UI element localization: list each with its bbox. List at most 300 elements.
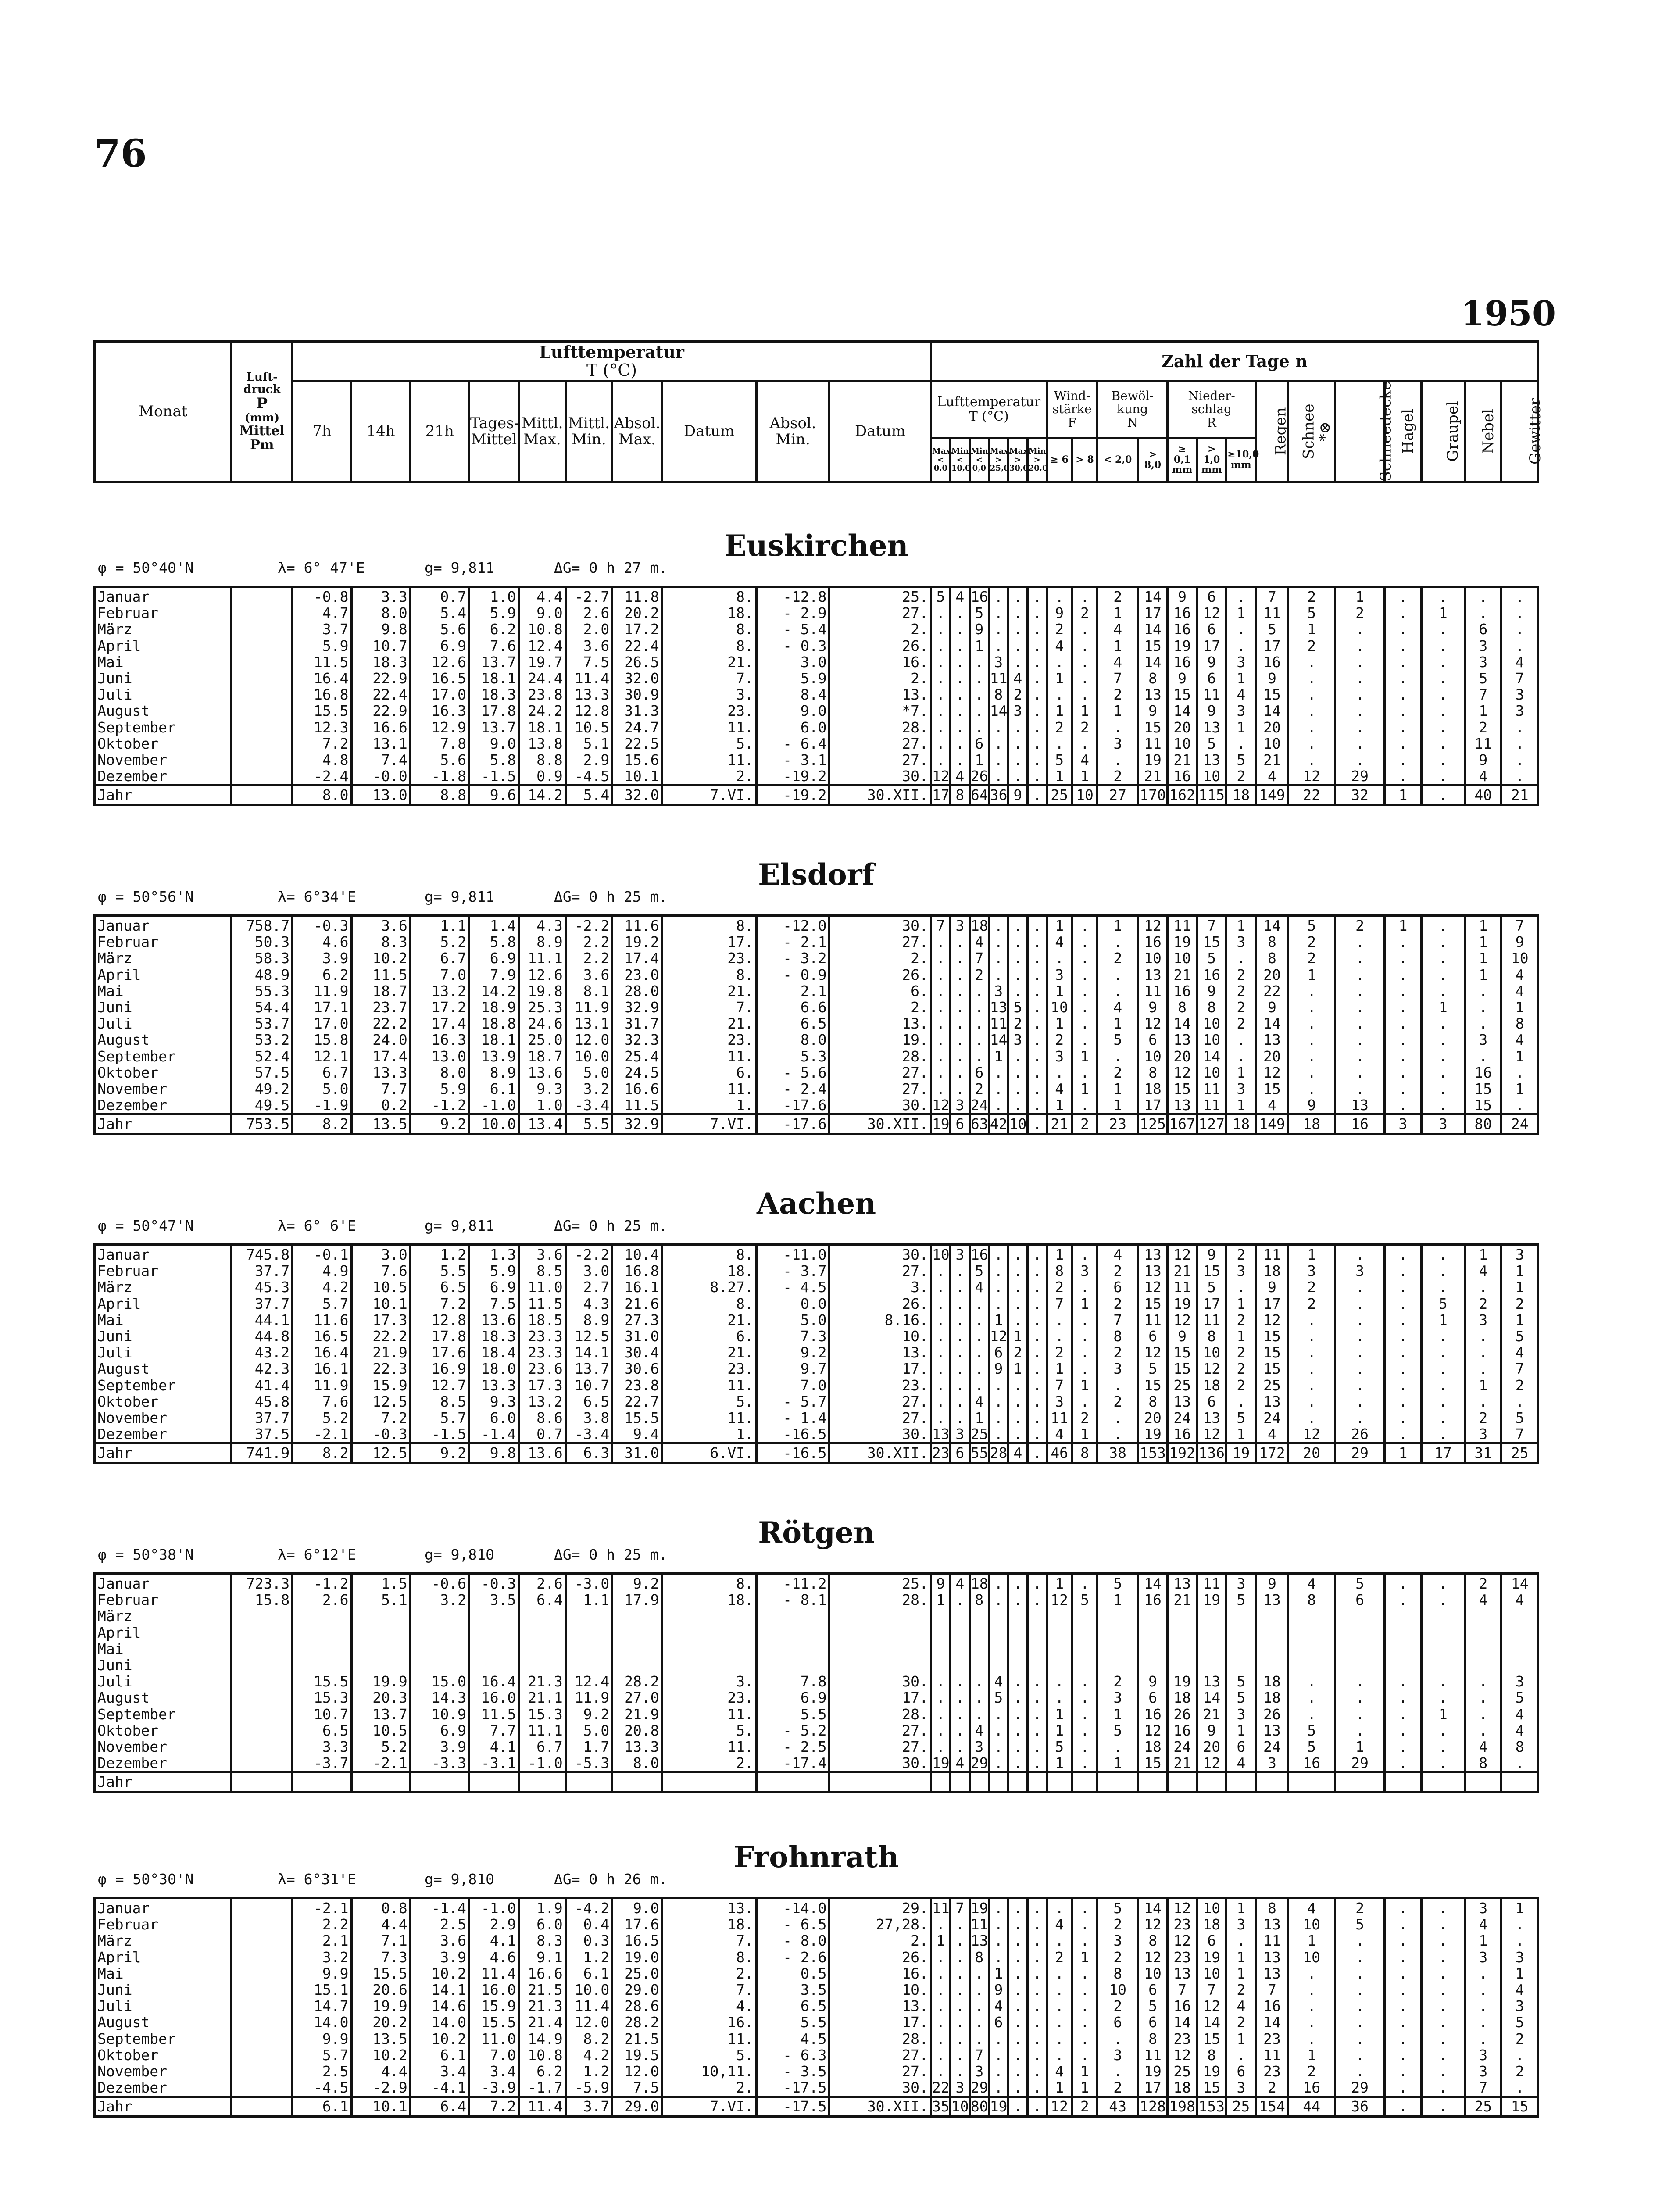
year-total-cell: 17: [931, 786, 950, 805]
data-column: 745.8 37.7 45.3 37.7 44.1 44.8 43.2 42.3 41.4 45.8 37.7 37.5: [232, 1245, 293, 1443]
data-column: 8 13 11 13 13 7 16 14 23 11 23 2: [1256, 1898, 1288, 2097]
header-lt-sub-1: Max. < 0,0: [931, 438, 950, 482]
year-total-cell: 10.0: [469, 1114, 518, 1134]
data-column: . . . . 3 11 8 14 . . . .: [989, 587, 1008, 786]
year-total-cell: [1421, 1772, 1465, 1792]
year-total-cell: 753.5: [232, 1114, 293, 1134]
year-total-cell: [756, 1772, 829, 1792]
data-column: 9 1 . . . . . 19: [931, 1574, 950, 1772]
header-mittl-max: Mittl. Max.: [519, 381, 565, 482]
year-total-cell: 30.XII.: [829, 2097, 931, 2117]
gravity: g= 9,810: [425, 1546, 494, 1563]
data-column: 4 8 . . . 5 5 16: [1288, 1574, 1335, 1772]
year-total-cell: 43: [1097, 2097, 1138, 2117]
table-row: [95, 587, 1538, 786]
year-total-cell: 172: [1256, 1443, 1288, 1463]
year-total-cell: [1226, 1772, 1256, 1792]
year-total-cell: 154: [1256, 2097, 1288, 2117]
time-difference: ΔG= 0 h 25 m.: [554, 1217, 668, 1234]
year-total-cell: 6.3: [565, 1443, 612, 1463]
year-total-cell: 55: [969, 1443, 989, 1463]
data-column: 14 12 8 12 10 6 5 6 8 11 19 17: [1138, 1898, 1167, 2097]
year-total-cell: 7.VI.: [662, 1114, 756, 1134]
header-gewitter: Gewitter: [1501, 381, 1538, 482]
year-total-cell: 40: [1465, 786, 1501, 805]
data-column: 3 . . . . . . . . . . 3: [950, 1245, 969, 1443]
data-column: . 1 . . . . . . . . . .: [1421, 587, 1465, 786]
year-total-cell: 23: [1097, 1114, 1138, 1134]
year-total-cell: 13.5: [351, 1114, 410, 1134]
year-total-cell: 128: [1138, 2097, 1167, 2117]
data-column: 2 4 . . . . 4 8: [1465, 1574, 1501, 1772]
header-datum-min: Datum: [829, 381, 931, 482]
year-total-cell: 170: [1138, 786, 1167, 805]
header-monat: Monat: [95, 342, 232, 482]
year-total-cell: [612, 1772, 662, 1792]
data-column: 2 5 1 2 . . . . . . . 12: [1288, 587, 1335, 786]
header-nied-sub-3: ≥10,0 mm: [1226, 438, 1256, 482]
year-total-cell: [293, 1772, 351, 1792]
data-column: -14.0 - 6.5 - 8.0 - 2.6 0.5 3.5 6.5 5.5 4.5 - 6.3 - 3.5 -17.5: [756, 1898, 829, 2097]
year-total-cell: 6.4: [410, 2097, 469, 2117]
year-total-cell: [1385, 1772, 1421, 1792]
data-column: 8. 18. 3. 23. 11. 5. 11. 2.: [662, 1574, 756, 1772]
data-column: -2.7 2.6 2.0 3.6 7.5 11.4 13.3 12.8 10.5 5.1 2.9 -4.5: [565, 587, 612, 786]
year-total-cell: 16: [1335, 1114, 1384, 1134]
year-total-cell: 136: [1197, 1443, 1226, 1463]
station-data-table: [93, 1243, 1539, 1464]
year-total-cell: [351, 1772, 410, 1792]
year-total-cell: 5.5: [565, 1114, 612, 1134]
year-total-row: [95, 786, 1538, 805]
data-column: 2 . . . . . . . . . . 13: [1335, 916, 1384, 1114]
year-total-cell: 8: [950, 786, 969, 805]
data-column: -0.3 3.5 16.4 16.0 11.5 7.7 4.1 -3.1: [469, 1574, 518, 1772]
year-total-cell: 8.0: [293, 786, 351, 805]
year-total-cell: 31.0: [612, 1443, 662, 1463]
data-column: 8. 18. 8.27. 8. 21. 6. 21. 23. 11. 5. 11. 1.: [662, 1245, 756, 1443]
year-total-cell: 8.8: [410, 786, 469, 805]
data-column: 5 1 2 3 1 5 . 1: [1097, 1574, 1138, 1772]
data-column: -4.2 0.4 0.3 1.2 6.1 10.0 11.4 12.0 8.2 4.2 1.2 -5.9: [565, 1898, 612, 2097]
data-column: 3.6 8.5 11.0 11.5 18.5 23.3 23.3 23.6 17.3 13.2 8.6 0.7: [519, 1245, 565, 1443]
year-total-cell: Jahr: [95, 1443, 232, 1463]
year-total-cell: 12.5: [351, 1443, 410, 1463]
header-schnee: Schnee *⊗: [1288, 381, 1335, 482]
data-column: 14 17 14 15 14 8 13 9 15 11 19 21: [1138, 587, 1167, 786]
data-column: -0.3 4.6 3.9 6.2 11.9 17.1 17.0 15.8 12.1 6.7 5.0 -1.9: [293, 916, 351, 1114]
year-total-cell: [1465, 1772, 1501, 1792]
header-wind-sub-1: ≥ 6: [1047, 438, 1072, 482]
data-column: 7 15 5 16 9 8 10 10 14 10 11 11: [1197, 916, 1226, 1114]
header-zahl-der-tage: Zahl der Tage n: [931, 342, 1538, 381]
year-total-cell: 127: [1197, 1114, 1226, 1134]
data-column: 5 2 3 2 8 10 2 6 . 3 . 2: [1097, 1898, 1138, 2097]
year-total-row: [95, 2097, 1538, 2117]
station-name: Euskirchen: [724, 529, 908, 563]
year-total-cell: 17: [1421, 1443, 1465, 1463]
data-column: [232, 587, 293, 786]
data-column: 25. 28. 30. 17. 28. 27. 27. 30.: [829, 1574, 931, 1772]
data-column: 11 19 10 21 16 8 14 13 20 12 15 13: [1168, 916, 1197, 1114]
data-column: 4.3 8.9 11.1 12.6 19.8 25.3 24.6 25.0 18.7 13.6 9.3 1.0: [519, 916, 565, 1114]
year-total-cell: .: [1385, 2097, 1421, 2117]
data-column: 11.8 20.2 17.2 22.4 26.5 32.0 30.9 31.3 24.7 22.5 15.6 10.1: [612, 587, 662, 786]
data-column: 9.0 17.6 16.5 19.0 25.0 29.0 28.6 28.2 21.5 19.5 12.0 7.5: [612, 1898, 662, 2097]
year-total-cell: 7.2: [469, 2097, 518, 2117]
year-total-cell: 30.XII.: [829, 786, 931, 805]
data-column: . 9 2 4 . 1 . 1 2 . 5 1: [1047, 587, 1072, 786]
header-nied-sub-1: ≥ 0,1 mm: [1168, 438, 1197, 482]
year-total-cell: 11.4: [519, 2097, 565, 2117]
station-coordinates: [93, 1217, 1539, 1239]
year-total-row: [95, 1443, 1538, 1463]
header-bew-sub-1: < 2,0: [1097, 438, 1138, 482]
year-total-cell: 80: [1465, 1114, 1501, 1134]
year-total-cell: 13.4: [519, 1114, 565, 1134]
year-total-cell: 21: [1501, 786, 1538, 805]
year-total-cell: -16.5: [756, 1443, 829, 1463]
year-total-cell: 10.1: [351, 2097, 410, 2117]
station-data-table: [93, 914, 1539, 1135]
data-column: -1.4 2.5 3.6 3.9 10.2 14.1 14.6 14.0 10.2 6.1 3.4 -4.1: [410, 1898, 469, 2097]
time-difference: ΔG= 0 h 25 m.: [554, 1546, 668, 1563]
year-total-cell: .: [1027, 1114, 1047, 1134]
data-column: 13 21 19 18 26 16 24 21: [1168, 1574, 1197, 1772]
latitude: φ = 50°47'N: [98, 1217, 194, 1234]
gravity: g= 9,810: [425, 1871, 494, 1888]
year-total-cell: 125: [1138, 1114, 1167, 1134]
year-total-cell: [1288, 1772, 1335, 1792]
data-column: . 3 . 1 . . . . 1 . 2 1: [1072, 1245, 1097, 1443]
header-schneedecke: Schneedecke: [1335, 381, 1384, 482]
year-total-cell: [565, 1772, 612, 1792]
year-total-cell: 6.1: [293, 2097, 351, 2117]
station-coordinates: [93, 559, 1539, 581]
year-total-cell: 741.9: [232, 1443, 293, 1463]
data-column: . . 4 5 . . . .: [989, 1574, 1008, 1772]
year-total-cell: 167: [1168, 1114, 1197, 1134]
year-total-cell: 8: [1072, 1443, 1097, 1463]
year-total-cell: 10: [1072, 786, 1097, 805]
year-total-cell: 9.2: [410, 1114, 469, 1134]
year-total-cell: 9.8: [469, 1443, 518, 1463]
gravity: g= 9,811: [425, 888, 494, 905]
latitude: φ = 50°40'N: [98, 559, 194, 576]
data-column: 2 5 . . . . . . . . . 29: [1335, 1898, 1384, 2097]
header-wind-sub-2: > 8: [1072, 438, 1097, 482]
data-column: 7 11 5 17 16 9 15 14 20 10 21 4: [1256, 587, 1288, 786]
data-column: 1 4 . 2 3 . . . 1 . 2 3: [1465, 1245, 1501, 1443]
data-column: . 4 . 2 . . . . . . 4 1: [1047, 1898, 1072, 2097]
table-row: [95, 916, 1538, 1114]
header-lt-sub-4: Max. > 25,0: [989, 438, 1008, 482]
year-total-row: [95, 1114, 1538, 1134]
year-total-cell: 25: [1226, 2097, 1256, 2117]
year-total-cell: [232, 786, 293, 805]
header-absol-max: Absol. Max.: [612, 381, 662, 482]
data-column: . . . . . . . . . . . .: [1027, 1898, 1047, 2097]
data-column: . . . . . . . . . . . .: [1027, 1245, 1047, 1443]
year-total-cell: 44: [1288, 2097, 1335, 2117]
data-column: 4 . . . . . . . . . . 4: [950, 587, 969, 786]
data-column: . . . . . . . . . . . .: [1385, 587, 1421, 786]
year-total-cell: .: [1027, 786, 1047, 805]
data-column: -0.8 4.7 3.7 5.9 11.5 16.4 16.8 15.5 12.3 7.2 4.8 -2.4: [293, 587, 351, 786]
gravity: g= 9,811: [425, 559, 494, 576]
year-total-cell: 32: [1335, 786, 1384, 805]
year-total-cell: 32.9: [612, 1114, 662, 1134]
data-column: . . . . . 4 2 3 . . . .: [1008, 587, 1027, 786]
latitude: φ = 50°38'N: [98, 1546, 194, 1563]
data-column: . . . . 4 7 3 3 . . . .: [1501, 587, 1538, 786]
station-coordinates: [93, 1546, 1539, 1568]
year-total-cell: 10: [1008, 1114, 1027, 1134]
station-name: Frohnrath: [733, 1840, 899, 1874]
data-column: . . . . . 5 2 3 . . . .: [1008, 916, 1027, 1114]
gravity: g= 9,811: [425, 1217, 494, 1234]
year-total-cell: 10: [950, 2097, 969, 2117]
data-column: 10.4 16.8 16.1 21.6 27.3 31.0 30.4 30.6 23.8 22.7 15.5 9.4: [612, 1245, 662, 1443]
data-column: . . . . 3 13 11 14 1 . . .: [989, 916, 1008, 1114]
data-column: 4 2 6 2 7 8 2 3 . 2 . .: [1097, 1245, 1138, 1443]
year-total-cell: 2: [1072, 1114, 1097, 1134]
year-total-cell: 6: [950, 1114, 969, 1134]
data-column: 5 2 2 1 . . . . . . . 9: [1288, 916, 1335, 1114]
year-total-cell: [950, 1772, 969, 1792]
year-total-cell: -19.2: [756, 786, 829, 805]
data-column: 723.3 15.8: [232, 1574, 293, 1772]
data-column: 6 12 6 17 9 6 11 9 13 5 13 10: [1197, 587, 1226, 786]
year-total-cell: [232, 1772, 293, 1792]
header-lt-sub-3: Min. < 0,0: [969, 438, 989, 482]
data-column: 9 16 16 19 16 9 15 14 20 10 21 16: [1168, 587, 1197, 786]
year-total-cell: -17.6: [756, 1114, 829, 1134]
data-column: 0.8 4.4 7.1 7.3 15.5 20.6 19.9 20.2 13.5 10.2 4.4 -2.9: [351, 1898, 410, 2097]
year-total-cell: 63: [969, 1114, 989, 1134]
data-column: . . . . . . . . . . . .: [1008, 1898, 1027, 2097]
data-column: 1.3 5.9 6.9 7.5 13.6 18.3 18.4 18.0 13.3 9.3 6.0 -1.4: [469, 1245, 518, 1443]
data-column: 1.0 5.9 6.2 7.6 13.7 18.1 18.3 17.8 13.7 9.0 5.8 -1.5: [469, 587, 518, 786]
year-total-cell: 3: [1421, 1114, 1465, 1134]
data-column: -12.8 - 2.9 - 5.4 - 0.3 3.0 5.9 8.4 9.0 6.0 - 6.4 - 3.1 -19.2: [756, 587, 829, 786]
data-column: 1.1 5.2 6.7 7.0 13.2 17.2 17.4 16.3 13.0 8.0 5.9 -1.2: [410, 916, 469, 1114]
data-column: 1 3 . 1 1 2 4 2 1 . 6 3: [1226, 1898, 1256, 2097]
data-column: -2.2 3.0 2.7 4.3 8.9 12.5 14.1 13.7 10.7 6.5 3.8 -3.4: [565, 1245, 612, 1443]
year-total-cell: 30.XII.: [829, 1443, 931, 1463]
header-hagel: Hagel: [1385, 381, 1421, 482]
latitude: φ = 50°30'N: [98, 1871, 194, 1888]
header-lt-sub-2: Min. < 10,0: [950, 438, 969, 482]
year-total-cell: .: [1421, 2097, 1465, 2117]
data-column: . . 6 3 3 5 7 1 2 11 9 4: [1465, 587, 1501, 786]
data-column: 7 . . . . . . . . . . 12: [931, 916, 950, 1114]
data-column: 1 3 . 2 2 2 2 . . 1 3 1: [1226, 916, 1256, 1114]
data-column: 9 15 5 17 11 8 10 12 18 6 13 12: [1197, 1245, 1226, 1443]
year-total-cell: Jahr: [95, 2097, 232, 2117]
year-total-cell: .: [1008, 2097, 1027, 2117]
header-7h: 7h: [293, 381, 351, 482]
year-total-cell: -17.5: [756, 2097, 829, 2117]
header-nebel: Nebel: [1465, 381, 1501, 482]
longitude: λ= 6°31'E: [278, 1871, 356, 1888]
data-column: 7 9 10 4 4 1 8 4 1 . 1 .: [1501, 916, 1538, 1114]
year-total-cell: 192: [1168, 1443, 1197, 1463]
year-total-cell: 21: [1047, 1114, 1072, 1134]
month-list: Januar Februar März April Mai Juni Juli August September Oktober November Dezember: [97, 588, 176, 785]
data-column: [232, 1898, 293, 2097]
station-coordinates: [93, 1871, 1539, 1893]
station-data-table: [93, 1572, 1539, 1793]
year-total-cell: 32.0: [612, 786, 662, 805]
year-total-cell: 3: [1385, 1114, 1421, 1134]
data-column: 2.6 6.4 21.3 21.1 15.3 11.1 6.7 -1.0: [519, 1574, 565, 1772]
header-lt-group: Lufttemperatur T (°C): [931, 381, 1047, 438]
year-total-cell: 22: [1288, 786, 1335, 805]
data-column: 12 23 12 23 13 7 16 14 23 12 25 18: [1168, 1898, 1197, 2097]
header-datum-max: Datum: [662, 381, 756, 482]
year-total-cell: [232, 2097, 293, 2117]
data-column: . . . . . . . . . . . .: [1385, 1898, 1421, 2097]
year-total-cell: 25: [1047, 786, 1072, 805]
data-column: 1 . . . . . . . . . . .: [1385, 916, 1421, 1114]
column-header-table: [93, 340, 1544, 483]
year-total-cell: 13.0: [351, 786, 410, 805]
year-total-cell: 115: [1197, 786, 1226, 805]
data-column: -3.0 1.1 12.4 11.9 9.2 5.0 1.7 -5.3: [565, 1574, 612, 1772]
year-total-cell: 153: [1197, 2097, 1226, 2117]
data-column: 1 1 1 1 . . . 3 . 16 15 15: [1465, 916, 1501, 1114]
year-total-cell: 15: [1501, 2097, 1538, 2117]
data-column: -0.6 3.2 15.0 14.3 10.9 6.9 3.9 -3.3: [410, 1574, 469, 1772]
year-total-row: [95, 1772, 1538, 1792]
data-column: . . . . . . . .: [1385, 1574, 1421, 1772]
year-total-cell: 9: [1008, 786, 1027, 805]
year-total-cell: 19: [989, 2097, 1008, 2117]
year-total-cell: [1168, 1772, 1197, 1792]
data-column: 5 . . . . . . . . . . 12: [931, 587, 950, 786]
data-column: 3 1 1 2 1 5 4 7 2 . 5 7: [1501, 1245, 1538, 1443]
data-column: -0.1 4.9 4.2 5.7 11.6 16.5 16.4 16.1 11.9 7.6 5.2 -2.1: [293, 1245, 351, 1443]
year-total-cell: 4: [1008, 1443, 1027, 1463]
year-total-cell: 80: [969, 2097, 989, 2117]
year-total-cell: [1027, 1772, 1047, 1792]
year-total-cell: 149: [1256, 1114, 1288, 1134]
year-total-cell: 14.2: [519, 786, 565, 805]
header-nied-sub-2: > 1,0 mm: [1197, 438, 1226, 482]
data-column: -1.0 2.9 4.1 4.6 11.4 16.0 15.9 15.5 11.0 7.0 3.4 -3.9: [469, 1898, 518, 2097]
time-difference: ΔG= 0 h 27 m.: [554, 559, 668, 576]
data-column: -1.2 2.6 15.5 15.3 10.7 6.5 3.3 -3.7: [293, 1574, 351, 1772]
data-column: 2 3 . 1 2 1 2 2 2 . 5 1: [1226, 1245, 1256, 1443]
header-21h: 21h: [410, 381, 469, 482]
header-mittl-min: Mittl. Min.: [565, 381, 612, 482]
station-name: Rötgen: [758, 1515, 875, 1550]
data-column: . . . . . . . . . . . .: [1027, 587, 1047, 786]
data-column: . 5 . . . . . .: [1072, 1574, 1097, 1772]
year-total-cell: 5.4: [565, 786, 612, 805]
year-total-cell: 18: [1226, 1114, 1256, 1134]
header-bew-sub-2: > 8,0: [1138, 438, 1167, 482]
data-column: 3.3 8.0 9.8 10.7 18.3 22.9 22.4 22.9 16.6 13.1 7.4 -0.0: [351, 587, 410, 786]
data-column: 8. 17. 23. 8. 21. 7. 21. 23. 11. 6. 11. 1.: [662, 916, 756, 1114]
year-total-cell: Jahr: [95, 786, 232, 805]
data-column: 1.2 5.5 6.5 7.2 12.8 17.8 17.6 16.9 12.7 8.5 5.7 -1.5: [410, 1245, 469, 1443]
station-data-table: [93, 586, 1539, 806]
year-total-cell: [519, 1772, 565, 1792]
data-column: 13 13 12 15 11 6 12 5 15 8 20 19: [1138, 1245, 1167, 1443]
data-column: 14 4 3 5 4 4 8 .: [1501, 1574, 1538, 1772]
data-column: 19 11 13 8 . . . . . 7 3 29: [969, 1898, 989, 2097]
header-luftdruck: Luft- druck P (mm) Mittel Pm: [232, 342, 293, 482]
year-total-cell: [1072, 1772, 1097, 1792]
year-total-cell: [1008, 1772, 1027, 1792]
year-total-cell: 35: [931, 2097, 950, 2117]
data-column: -2.1 2.2 2.1 3.2 9.9 15.1 14.7 14.0 9.9 5.7 2.5 -4.5: [293, 1898, 351, 2097]
data-column: . . . . . . . . . . . .: [1421, 1898, 1465, 2097]
longitude: λ= 6° 6'E: [278, 1217, 356, 1234]
data-column: 30. 27. 2. 26. 6. 2. 13. 19. 28. 27. 27. 30.: [829, 916, 931, 1114]
data-column: -11.0 - 3.7 - 4.5 0.0 5.0 7.3 9.2 9.7 7.0 - 5.7 - 1.4 -16.5: [756, 1245, 829, 1443]
data-column: . . . . . . . .: [1027, 1574, 1047, 1772]
data-column: -11.2 - 8.1 7.8 6.9 5.5 - 5.2 - 2.5 -17.4: [756, 1574, 829, 1772]
data-column: 1 8 2 7 . . 2 1 7 3 11 4: [1047, 1245, 1072, 1443]
header-lufttemperatur: Lufttemperatur T (°C): [293, 342, 931, 381]
data-column: 4 . . . . . . 4: [950, 1574, 969, 1772]
data-column: 12 21 11 19 12 9 15 15 25 13 24 16: [1168, 1245, 1197, 1443]
year-total-cell: 9.2: [410, 1443, 469, 1463]
data-column: 12 16 10 13 11 9 12 6 10 8 18 17: [1138, 916, 1167, 1114]
month-list: Januar Februar März April Mai Juni Juli August September Oktober November Dezember: [97, 1575, 176, 1772]
data-column: 3.6 8.3 10.2 11.5 18.7 23.7 22.2 24.0 17.4 13.3 7.7 0.2: [351, 916, 410, 1114]
year-total-cell: [1197, 1772, 1226, 1792]
year-total-cell: 9.6: [469, 786, 518, 805]
year-label: 1950: [1461, 294, 1556, 334]
data-column: 1 . 2 . . 4 1 5 . 2 1 1: [1097, 916, 1138, 1114]
header-graupel: Graupel: [1421, 381, 1465, 482]
data-column: 1.9 6.0 8.3 9.1 16.6 21.5 21.3 21.4 14.9 10.8 6.2 -1.7: [519, 1898, 565, 2097]
data-column: -2.2 2.2 2.2 3.6 8.1 11.9 13.1 12.0 10.0 5.0 3.2 -3.4: [565, 916, 612, 1114]
data-column: 18 4 7 2 . . . . . 6 2 24: [969, 916, 989, 1114]
data-column: 11 . 1 . . . . . . . . 22: [931, 1898, 950, 2097]
station-coordinates: [93, 888, 1539, 910]
data-column: 3 4 1 3 . . . . . 3 3 7: [1465, 1898, 1501, 2097]
data-column: 4.4 9.0 10.8 12.4 19.7 24.4 23.8 24.2 18.1 13.8 8.8 0.9: [519, 587, 565, 786]
year-total-cell: .: [1027, 1443, 1047, 1463]
data-column: 1 . . 3 1 4 3 5 2 . 2 .: [1501, 1898, 1538, 2097]
month-list: Januar Februar März April Mai Juni Juli August September Oktober November Dezember: [97, 917, 176, 1114]
data-column: 10 18 6 19 10 7 12 14 15 8 19 15: [1197, 1898, 1226, 2097]
station-name: Elsdorf: [758, 857, 875, 892]
year-total-cell: 6.VI.: [662, 1443, 756, 1463]
station-data-table: [93, 1897, 1539, 2118]
data-column: . . . . . 1 . . . . . .: [1421, 916, 1465, 1114]
year-total-cell: 6: [950, 1443, 969, 1463]
year-total-cell: 64: [969, 786, 989, 805]
year-total-cell: 162: [1168, 786, 1197, 805]
data-column: . . . 5 1 . . . . . . .: [1421, 1245, 1465, 1443]
data-column: 16 5 4 . . . . . . 4 1 25: [969, 1245, 989, 1443]
data-column: 14 8 8 20 22 9 14 13 20 12 15 4: [1256, 916, 1288, 1114]
year-total-cell: Jahr: [95, 1772, 232, 1792]
data-column: . . . 1 . . . . . . 1 1: [1072, 1898, 1097, 2097]
data-column: . 1 . . 3 1 4 3 1 . 5 2: [1226, 587, 1256, 786]
year-total-cell: 149: [1256, 786, 1288, 805]
month-list: Januar Februar März April Mai Juni Juli August September Oktober November Dezember: [97, 1246, 176, 1443]
year-total-cell: 198: [1168, 2097, 1197, 2117]
header-bew-group: Bewöl- kung N: [1097, 381, 1168, 438]
data-column: 4 10 1 10 . . . . . 1 2 16: [1288, 1898, 1335, 2097]
